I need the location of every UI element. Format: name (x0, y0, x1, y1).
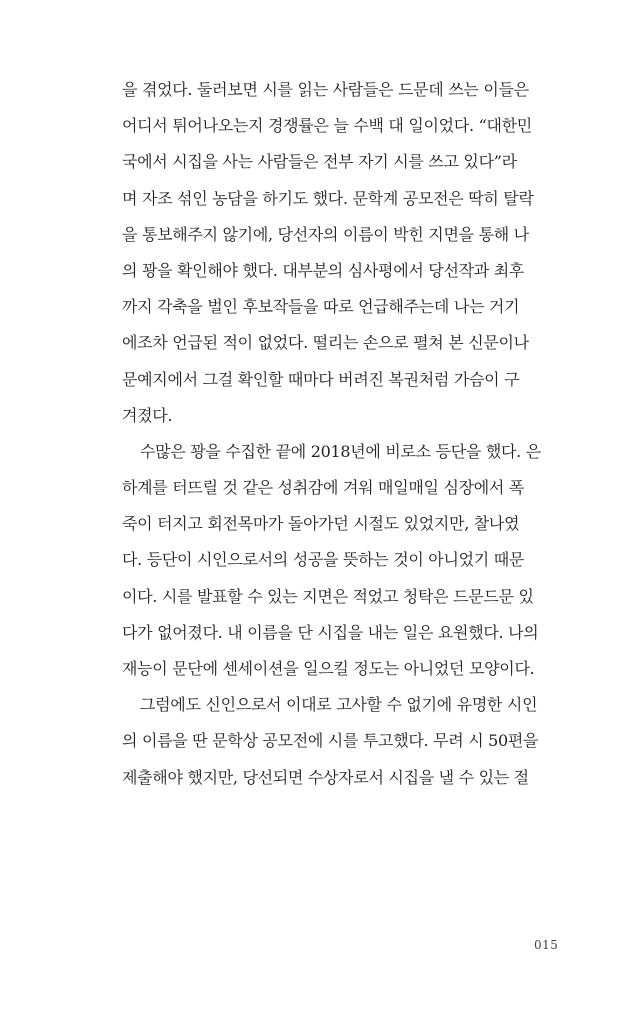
text-line-paragraph-start: 그럼에도 신인으로서 이대로 고사할 수 없기에 유명한 시인 (140, 695, 538, 715)
text-line: 까지 각축을 벌인 후보작들을 따로 언급해주는데 나는 거기 (122, 297, 520, 317)
text-line: 하계를 터뜨릴 것 같은 성취감에 겨워 매일매일 심장에서 폭 (122, 478, 525, 498)
text-line: 재능이 문단에 센세이션을 일으킬 정도는 아니었던 모양이다. (122, 659, 535, 678)
text-line: 에조차 언급된 적이 없었다. 떨리는 손으로 펼쳐 본 신문이나 (122, 333, 529, 353)
text-line: 을 통보해주지 않기에, 당선자의 이름이 박힌 지면을 통해 나 (122, 224, 529, 244)
page-number: 015 (534, 938, 559, 952)
text-line: 죽이 터지고 회전목마가 돌아가던 시절도 있었지만, 찰나였 (122, 514, 520, 534)
text-line: 어디서 튀어나오는지 경쟁률은 늘 수백 대 일이었다. “대한민 (122, 116, 532, 136)
text-line: 국에서 시집을 사는 사람들은 전부 자기 시를 쓰고 있다”라 (122, 152, 517, 172)
text-line-paragraph-start: 수많은 꽝을 수집한 끝에 2018년에 비로소 등단을 했다. 은 (140, 441, 541, 461)
text-line: 다. 등단이 시인으로서의 성공을 뜻하는 것이 아니었기 때문 (122, 550, 525, 570)
text-line: 의 꽝을 확인해야 했다. 대부분의 심사평에서 당선작과 최후 (122, 260, 525, 280)
body-text (122, 72, 562, 796)
text-line: 문예지에서 그걸 확인할 때마다 버려진 복권처럼 가슴이 구 (122, 369, 520, 389)
text-line: 제출해야 했지만, 당선되면 수상자로서 시집을 낼 수 있는 절 (122, 767, 529, 787)
text-line: 의 이름을 딴 문학상 공모전에 시를 투고했다. 무려 시 50편을 (122, 731, 539, 751)
text-line: 며 자조 섞인 농담을 하기도 했다. 문학계 공모전은 딱히 탈락 (122, 188, 534, 208)
text-line: 다가 없어졌다. 내 이름을 단 시집을 내는 일은 요원했다. 나의 (122, 622, 539, 642)
text-line: 을 겪었다. 둘러보면 시를 읽는 사람들은 드문데 쓰는 이들은 (122, 80, 529, 99)
text-line: 겨졌다. (122, 405, 173, 425)
text-line: 이다. 시를 발표할 수 있는 지면은 적었고 청탁은 드문드문 있 (122, 586, 534, 606)
